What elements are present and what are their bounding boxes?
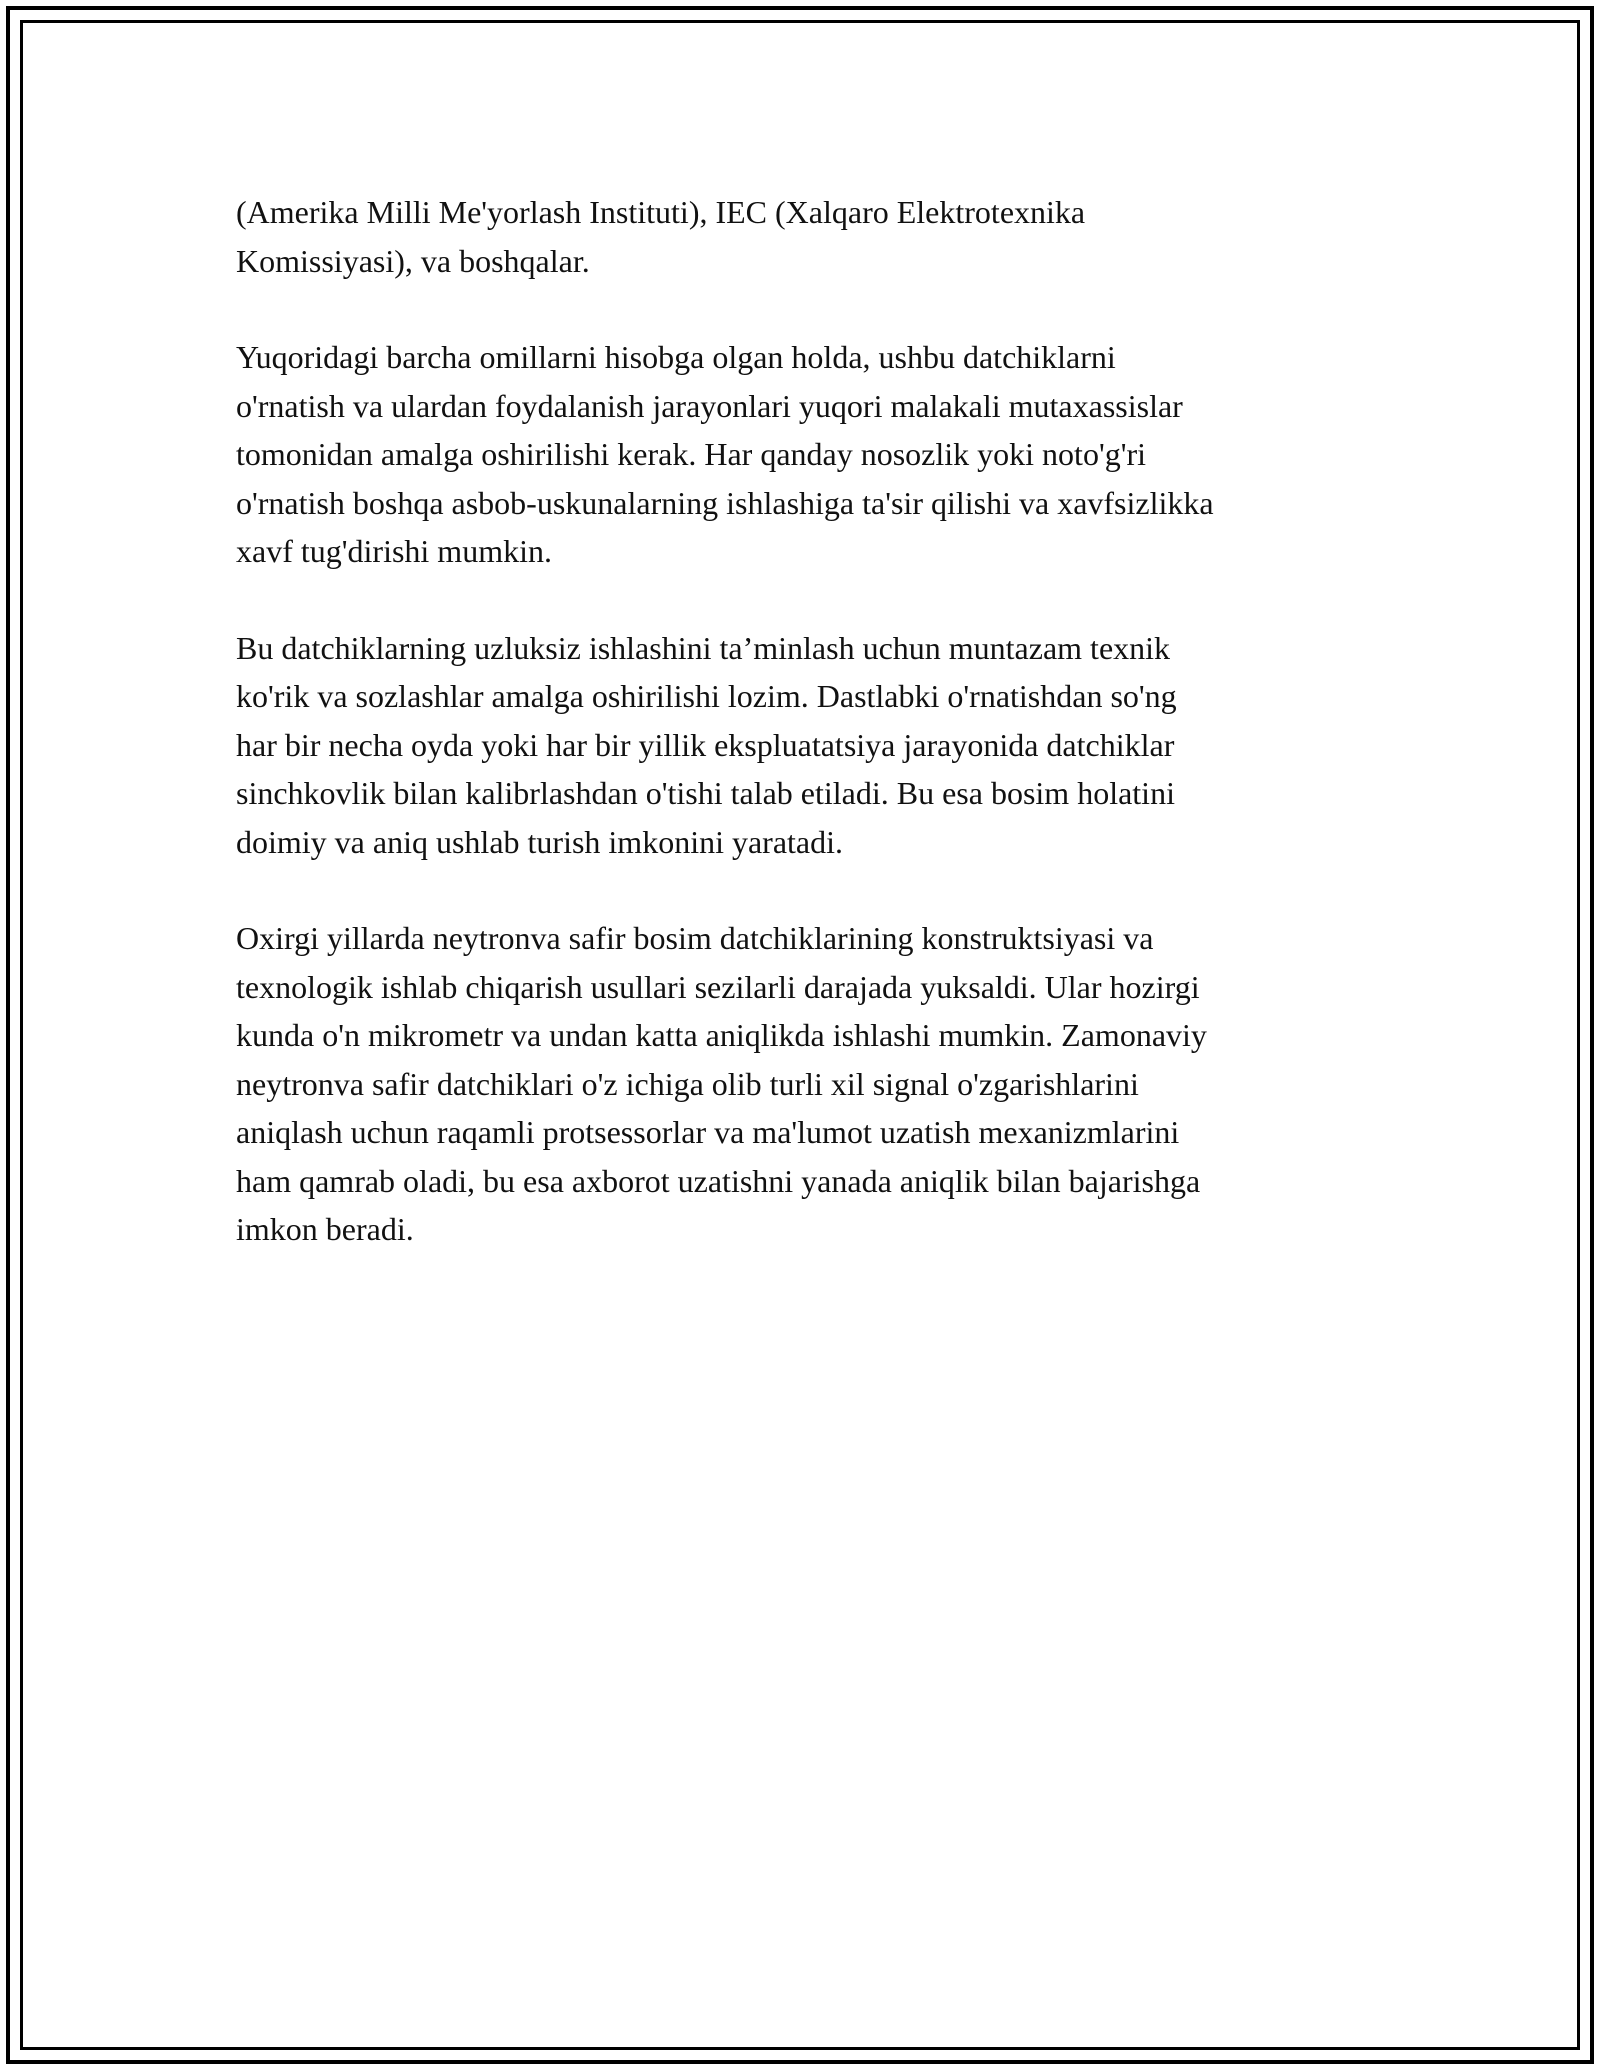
paragraph-4: Oxirgi yillarda neytronva safir bosim datchiklarining konstruktsiyasi va texnologik ishlab chiqarish usullari sezilarli darajada yuksaldi. Ular hozirgi kunda o'n mikrometr va undan katta aniqlikda ishlashi mumkin. Zamonaviy neytronva safir datchiklari o'z ichiga olib turli xil signal o'zgarishlarini aniqlash uchun raqamli protsessorlar va ma'lumot uzatish mexanizmlarini ham qamrab oladi, bu esa axborot uzatishni yanada aniqlik bilan bajarishga imkon beradi. [236, 920, 1207, 1247]
paragraph-2: Yuqoridagi barcha omillarni hisobga olgan holda, ushbu datchiklarni o'rnatish va ulardan foydalanish jarayonlari yuqori malakali mutaxassislar tomonidan amalga oshirilishi kerak. Har qanday nosozlik yoki noto'g'ri o'rnatish boshqa asbob-uskunalarning ishlashiga ta'sir qilishi va xavfsizlikka xavf tug'dirishi mumkin. [236, 339, 1214, 569]
paragraph-1: (Amerika Milli Me'yorlash Instituti), IEC (Xalqaro Elektrotexnika Komissiyasi), va boshqalar. [236, 194, 1086, 279]
paragraph-3: Bu datchiklarning uzluksiz ishlashini ta’minlash uchun muntazam texnik ko'rik va sozlashlar amalga oshirilishi lozim. Dastlabki o'rnatishdan so'ng har bir necha oyda yoki har bir yillik ekspluatatsiya jarayonida datchiklar sinchkovlik bilan kalibrlashdan o'tishi talab etiladi. Bu esa bosim holatini doimiy va aniq ushlab turish imkonini yaratadi. [236, 629, 1177, 860]
document-body [236, 188, 1386, 1302]
